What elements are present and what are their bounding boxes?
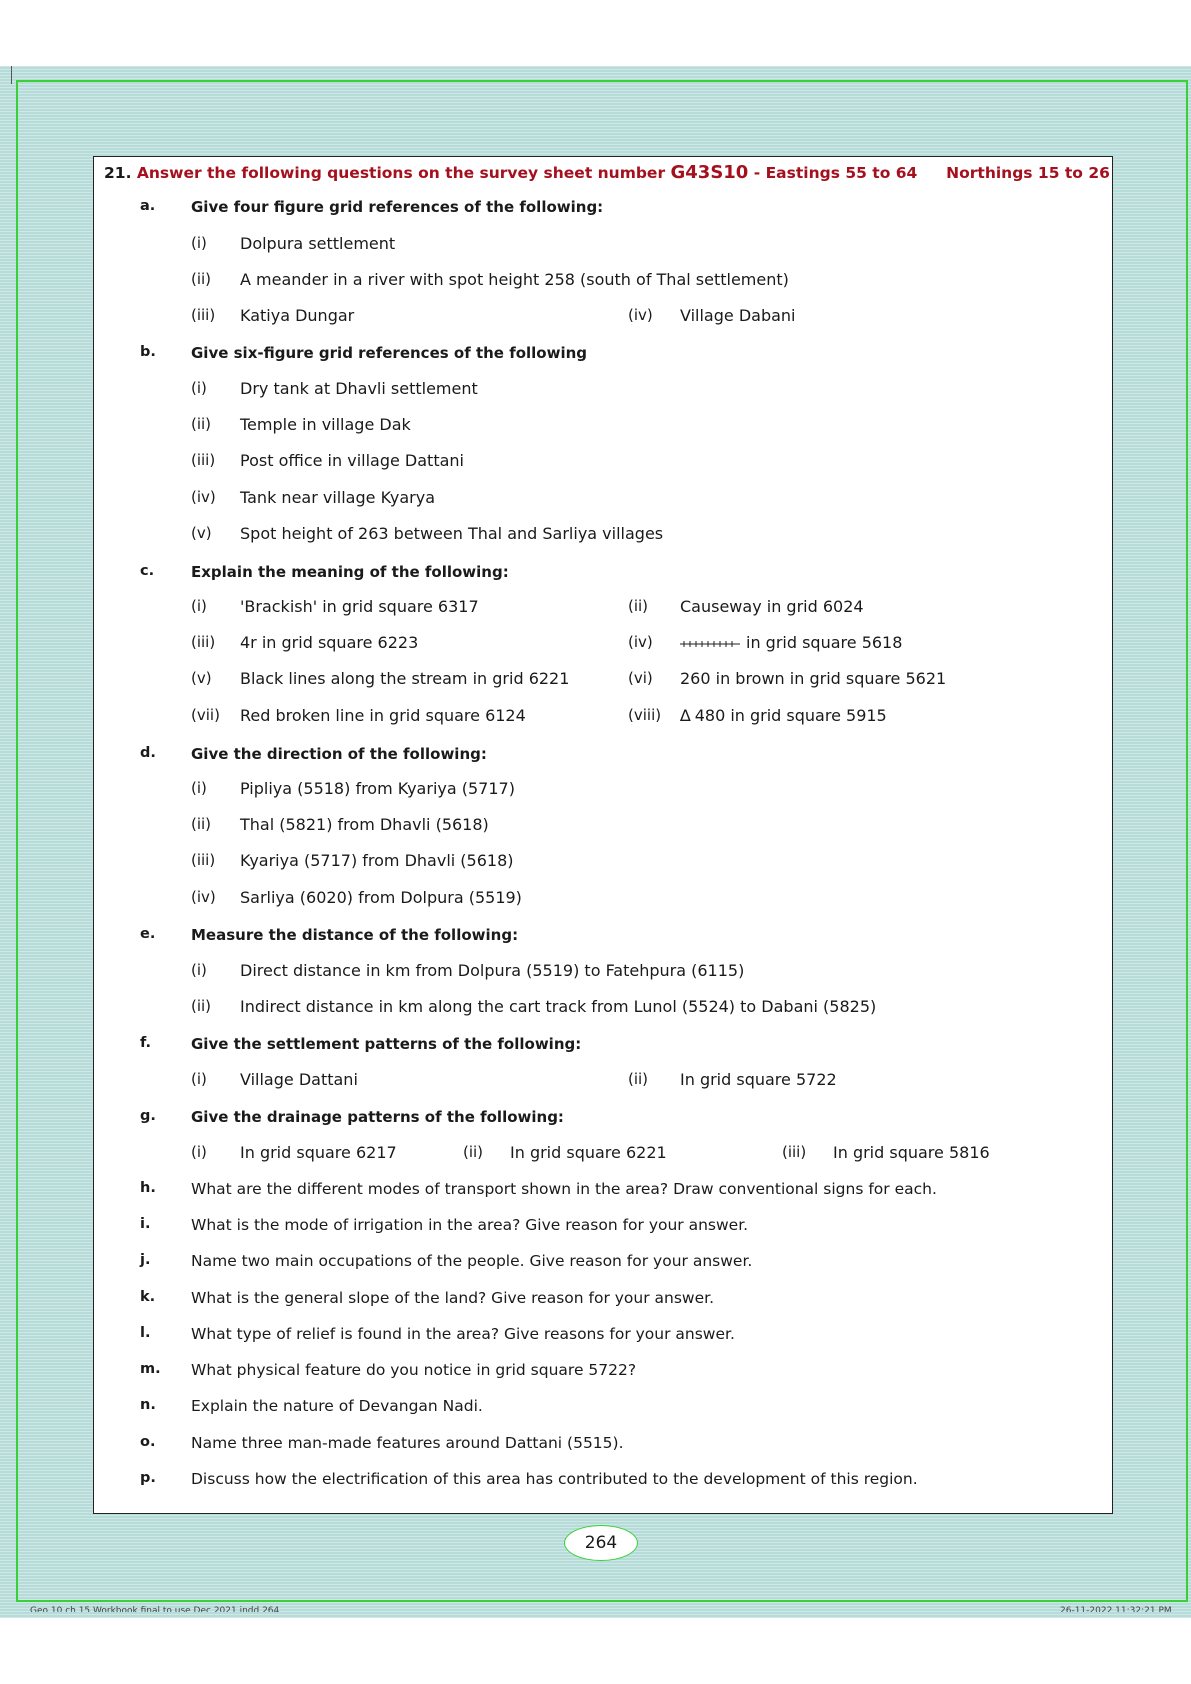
question-text: Name three man-made features around Dattani (5515).	[191, 1434, 624, 1452]
footer-file-info: Geo 10 ch 15 Workbook final to use Dec 2021.indd 264	[30, 1606, 280, 1612]
list-item: 260 in brown in grid square 5621	[680, 669, 947, 688]
list-item: Kyariya (5717) from Dhavli (5618)	[240, 851, 514, 870]
item-numeral: (ii)	[191, 270, 212, 288]
item-numeral: (i)	[191, 1143, 207, 1161]
question-letter: k.	[140, 1289, 156, 1305]
section-letter: e.	[140, 926, 156, 942]
question-prompt: Answer the following questions on the survey sheet number	[136, 164, 666, 182]
section-heading: Give the settlement patterns of the following:	[191, 1035, 582, 1053]
list-item: 'Brackish' in grid square 6317	[240, 597, 479, 616]
list-item	[680, 706, 887, 725]
triangulation-symbol-icon: ∆	[680, 706, 691, 725]
item-numeral: (i)	[191, 1070, 207, 1088]
list-item: In grid square 6217	[240, 1143, 397, 1162]
list-item: Temple in village Dak	[240, 415, 411, 434]
section-heading: Give the direction of the following:	[191, 745, 487, 763]
question-text: What is the general slope of the land? Give reason for your answer.	[191, 1289, 715, 1307]
question-letter: o.	[140, 1434, 156, 1450]
item-numeral: (i)	[191, 779, 207, 797]
section-heading: Give six-figure grid references of the following	[191, 344, 588, 362]
question-number: 21.	[104, 164, 132, 182]
list-item: In grid square 5816	[833, 1143, 990, 1162]
item-numeral: (iii)	[191, 451, 216, 469]
barbed-wire-symbol-icon	[680, 640, 740, 648]
list-item: Pipliya (5518) from Kyariya (5717)	[240, 779, 515, 798]
item-numeral: (iii)	[191, 851, 216, 869]
list-item: A meander in a river with spot height 258 (south of Thal settlement)	[240, 270, 789, 289]
section-heading: Give four figure grid references of the following:	[191, 198, 604, 216]
question-text: What type of relief is found in the area? Give reasons for your answer.	[191, 1325, 735, 1343]
item-numeral: (iii)	[782, 1143, 807, 1161]
question-letter: n.	[140, 1397, 156, 1413]
item-numeral: (ii)	[628, 1070, 649, 1088]
list-item: Thal (5821) from Dhavli (5618)	[240, 815, 489, 834]
item-numeral: (ii)	[191, 997, 212, 1015]
list-item: Tank near village Kyarya	[240, 488, 436, 507]
question-text: Discuss how the electrification of this area has contributed to the development of this region.	[191, 1470, 918, 1488]
section-heading: Explain the meaning of the following:	[191, 563, 509, 581]
item-numeral: (v)	[191, 669, 212, 687]
question-letter: h.	[140, 1180, 156, 1196]
question-text: What are the different modes of transport shown in the area? Draw conventional signs for each.	[191, 1180, 937, 1198]
section-letter: d.	[140, 745, 156, 761]
item-numeral: (v)	[191, 524, 212, 542]
question-letter: m.	[140, 1361, 161, 1377]
sheet-code: G43S10	[670, 162, 749, 183]
item-numeral: (i)	[191, 597, 207, 615]
question-letter: i.	[140, 1216, 151, 1232]
question-text: Name two main occupations of the people. Give reason for your answer.	[191, 1252, 753, 1270]
list-item: Post office in village Dattani	[240, 451, 464, 470]
list-item: In grid square 6221	[510, 1143, 667, 1162]
item-numeral: (viii)	[628, 706, 662, 724]
list-item: Black lines along the stream in grid 6221	[240, 669, 570, 688]
footer-timestamp: 26-11-2022 11:32:21 PM	[1060, 1606, 1172, 1612]
question-letter: j.	[140, 1252, 151, 1268]
question-text: Explain the nature of Devangan Nadi.	[191, 1397, 483, 1415]
page-number: 264	[564, 1525, 638, 1561]
list-item: Causeway in grid 6024	[680, 597, 864, 616]
list-item	[680, 633, 902, 652]
item-numeral: (ii)	[628, 597, 649, 615]
list-item: Village Dattani	[240, 1070, 358, 1089]
item-numeral: (i)	[191, 961, 207, 979]
item-numeral: (i)	[191, 234, 207, 252]
item-numeral: (iii)	[191, 306, 216, 324]
section-letter: a.	[140, 198, 156, 214]
item-numeral: (ii)	[191, 815, 212, 833]
question-letter: p.	[140, 1470, 156, 1486]
question-letter: l.	[140, 1325, 151, 1341]
question-text: What is the mode of irrigation in the area? Give reason for your answer.	[191, 1216, 749, 1234]
item-numeral: (iv)	[628, 306, 653, 324]
list-item: Dry tank at Dhavli settlement	[240, 379, 478, 398]
list-item: In grid square 5722	[680, 1070, 837, 1089]
list-item: Village Dabani	[680, 306, 796, 325]
question-title	[104, 162, 1110, 183]
item-text: 480 in grid square 5915	[694, 706, 887, 725]
section-letter: f.	[140, 1035, 152, 1051]
item-numeral: (ii)	[191, 415, 212, 433]
question-text: What physical feature do you notice in grid square 5722?	[191, 1361, 637, 1379]
item-numeral: (iv)	[191, 488, 216, 506]
list-item: Dolpura settlement	[240, 234, 396, 253]
eastings-range: - Eastings 55 to 64	[753, 164, 918, 182]
section-heading: Give the drainage patterns of the following:	[191, 1108, 564, 1126]
item-text: in grid square 5618	[746, 633, 903, 652]
section-letter: g.	[140, 1108, 156, 1124]
list-item: Sarliya (6020) from Dolpura (5519)	[240, 888, 522, 907]
item-numeral: (iii)	[191, 633, 216, 651]
northings-range: Northings 15 to 26	[946, 164, 1110, 182]
list-item: Spot height of 263 between Thal and Sarliya villages	[240, 524, 664, 543]
item-numeral: (iv)	[628, 633, 653, 651]
section-letter: b.	[140, 344, 156, 360]
item-numeral: (i)	[191, 379, 207, 397]
list-item: Direct distance in km from Dolpura (5519) to Fatehpura (6115)	[240, 961, 745, 980]
list-item: Katiya Dungar	[240, 306, 355, 325]
list-item: Indirect distance in km along the cart track from Lunol (5524) to Dabani (5825)	[240, 997, 877, 1016]
item-numeral: (iv)	[191, 888, 216, 906]
item-numeral: (ii)	[463, 1143, 484, 1161]
item-numeral: (vii)	[191, 706, 220, 724]
section-heading: Measure the distance of the following:	[191, 926, 519, 944]
item-numeral: (vi)	[628, 669, 653, 687]
list-item: Red broken line in grid square 6124	[240, 706, 526, 725]
section-letter: c.	[140, 563, 155, 579]
crop-mark	[11, 66, 12, 84]
list-item: 4r in grid square 6223	[240, 633, 419, 652]
